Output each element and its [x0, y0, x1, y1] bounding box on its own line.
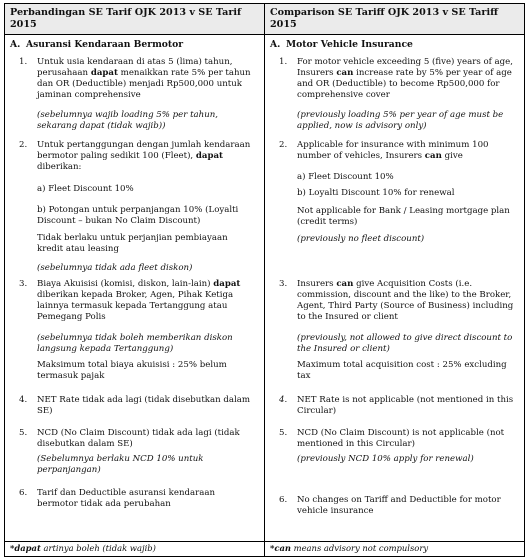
header-row	[5, 4, 525, 35]
left-item-2-b: b) Potongan untuk perpanjangan 10% (Loyalti Discount – bukan No Claim Discount)	[37, 205, 239, 226]
right-item-2-note: (previously no fleet discount)	[297, 234, 425, 244]
left-section-title: A. Asuransi Kendaraan Bermotor	[10, 39, 184, 50]
right-item-2-c: Not applicable for Bank / Leasing mortgage plan (credit terms)	[297, 206, 510, 227]
right-column: A. Motor Vehicle Insurance 1. For motor vehicle exceeding 5 (five) years of age, Insurers can increase rate by 5% per year of age and OR (Deductible) to become Rp500,000 for comprehensive cover (previously loading 5% per year of age must be applied, now is advisory only) 2. Applicable for insurance with minimum 100 number of vehicles, Insurers can give a) Fleet Discount 10% b) Loyalti Discount 10% for renewal Not applicable for Bank / Leasing mortgage plan (credit terms) (previously no fleet discount) 3. Insurers can give Acquisition Costs (i.e. commission, discount and the like) to the Broker, Agent, Third Party (Source of Business) including to the Insured or client (previously, not allowed to give direct discount to the Insured or client) Maximum total acquisition cost : 25% excluding tax 4. NET Rate is not applicable (not mentioned in this Circular) 5. NCD (No Claim Discount) is not applicable (not mentioned in this Circular) (previously NCD 10% apply for renewal) 6. No changes on Tariff and Deductible for motor vehicle insurance	[265, 35, 525, 542]
left-header: Perbandingan SE Tarif OJK 2013 v SE Tarif 2015	[5, 4, 265, 35]
left-item-2-a: a) Fleet Discount 10%	[37, 184, 134, 194]
left-column: A. Asuransi Kendaraan Bermotor 1. Untuk usia kendaraan di atas 5 (lima) tahun, perusahaan dapat menaikkan rate 5% per tahun dan OR (Deductible) menjadi Rp500,000 untuk jaminan comprehensive (sebelumnya wajib loading 5% per tahun, sekarang dapat (tidak wajib)) 2. Untuk pertanggungan dengan jumlah kendaraan bermotor paling sedikit 100 (Fleet), dapat diberikan: a) Fleet Discount 10% b) Potongan untuk perpanjangan 10% (Loyalti Discount – bukan No Claim Discount) Tidak berlaku untuk perjanjian pembiayaan kredit atau leasing (sebelumnya tidak ada fleet diskon) 3. Biaya Akuisisi (komisi, diskon, lain-lain) dapat diberikan kepada Broker, Agen, Pihak Ketiga lainnya termasuk kepada Tertanggung atau Pemegang Polis (sebelumnya tidak boleh memberikan diskon langsung kepada Tertanggung) Maksimum total biaya akuisisi : 25% belum termasuk pajak 4. NET Rate tidak ada lagi (tidak disebutkan dalam SE) 5. NCD (No Claim Discount) tidak ada lagi (tidak disebutkan dalam SE) (Sebelumnya berlaku NCD 10% untuk perpanjangan) 6. Tarif dan Deductible asuransi kendaraan bermotor tidak ada perubahan	[5, 35, 265, 542]
right-item-3-max: Maximum total acquisition cost : 25% excluding tax	[297, 360, 507, 381]
left-item-3-note: (sebelumnya tidak boleh memberikan diskon langsung kepada Tertanggung)	[37, 333, 233, 354]
body-row	[5, 35, 525, 542]
right-header: Comparison SE Tariff OJK 2013 v SE Tariff 2015	[265, 4, 525, 35]
left-item-1-note: (sebelumnya wajib loading 5% per tahun, sekarang dapat (tidak wajib))	[37, 110, 219, 131]
right-footnote: *can means advisory not compulsory	[265, 542, 525, 557]
right-item-3-note: (previously, not allowed to give direct discount to the Insured or client)	[297, 333, 513, 354]
right-item-2-a: a) Fleet Discount 10%	[297, 172, 394, 182]
left-item-2-c: Tidak berlaku untuk perjanjian pembiayaan kredit atau leasing	[37, 233, 228, 254]
left-item-1-text: Untuk usia kendaraan di atas 5 (lima) tahun, perusahaan dapat menaikkan rate 5% per tahun dan OR (Deductible) menjadi Rp500,000 untuk jaminan comprehensive	[37, 57, 251, 100]
footnote-row	[5, 542, 525, 557]
left-item-2-note: (sebelumnya tidak ada fleet diskon)	[37, 263, 193, 273]
left-item-2-text: Untuk pertanggungan dengan jumlah kendaraan bermotor paling sedikit 100 (Fleet), dapat diberikan:	[37, 140, 251, 172]
right-section-title: A. Motor Vehicle Insurance	[270, 39, 413, 50]
left-item-3-text: Biaya Akuisisi (komisi, diskon, lain-lain) dapat diberikan kepada Broker, Agen, Pihak Ketiga lainnya termasuk kepada Tertanggung atau Pemegang Polis	[37, 279, 241, 322]
right-item-2-b: b) Loyalti Discount 10% for renewal	[297, 188, 455, 198]
comparison-table	[4, 3, 525, 557]
right-item-1-note: (previously loading 5% per year of age must be applied, now is advisory only)	[297, 110, 504, 131]
right-item-5-note: (previously NCD 10% apply for renewal)	[297, 454, 474, 464]
left-item-5-note: (Sebelumnya berlaku NCD 10% untuk perpanjangan)	[37, 454, 204, 475]
left-footnote: *dapat artinya boleh (tidak wajib)	[5, 542, 265, 557]
left-item-3-max: Maksimum total biaya akuisisi : 25% belum termasuk pajak	[37, 360, 227, 381]
